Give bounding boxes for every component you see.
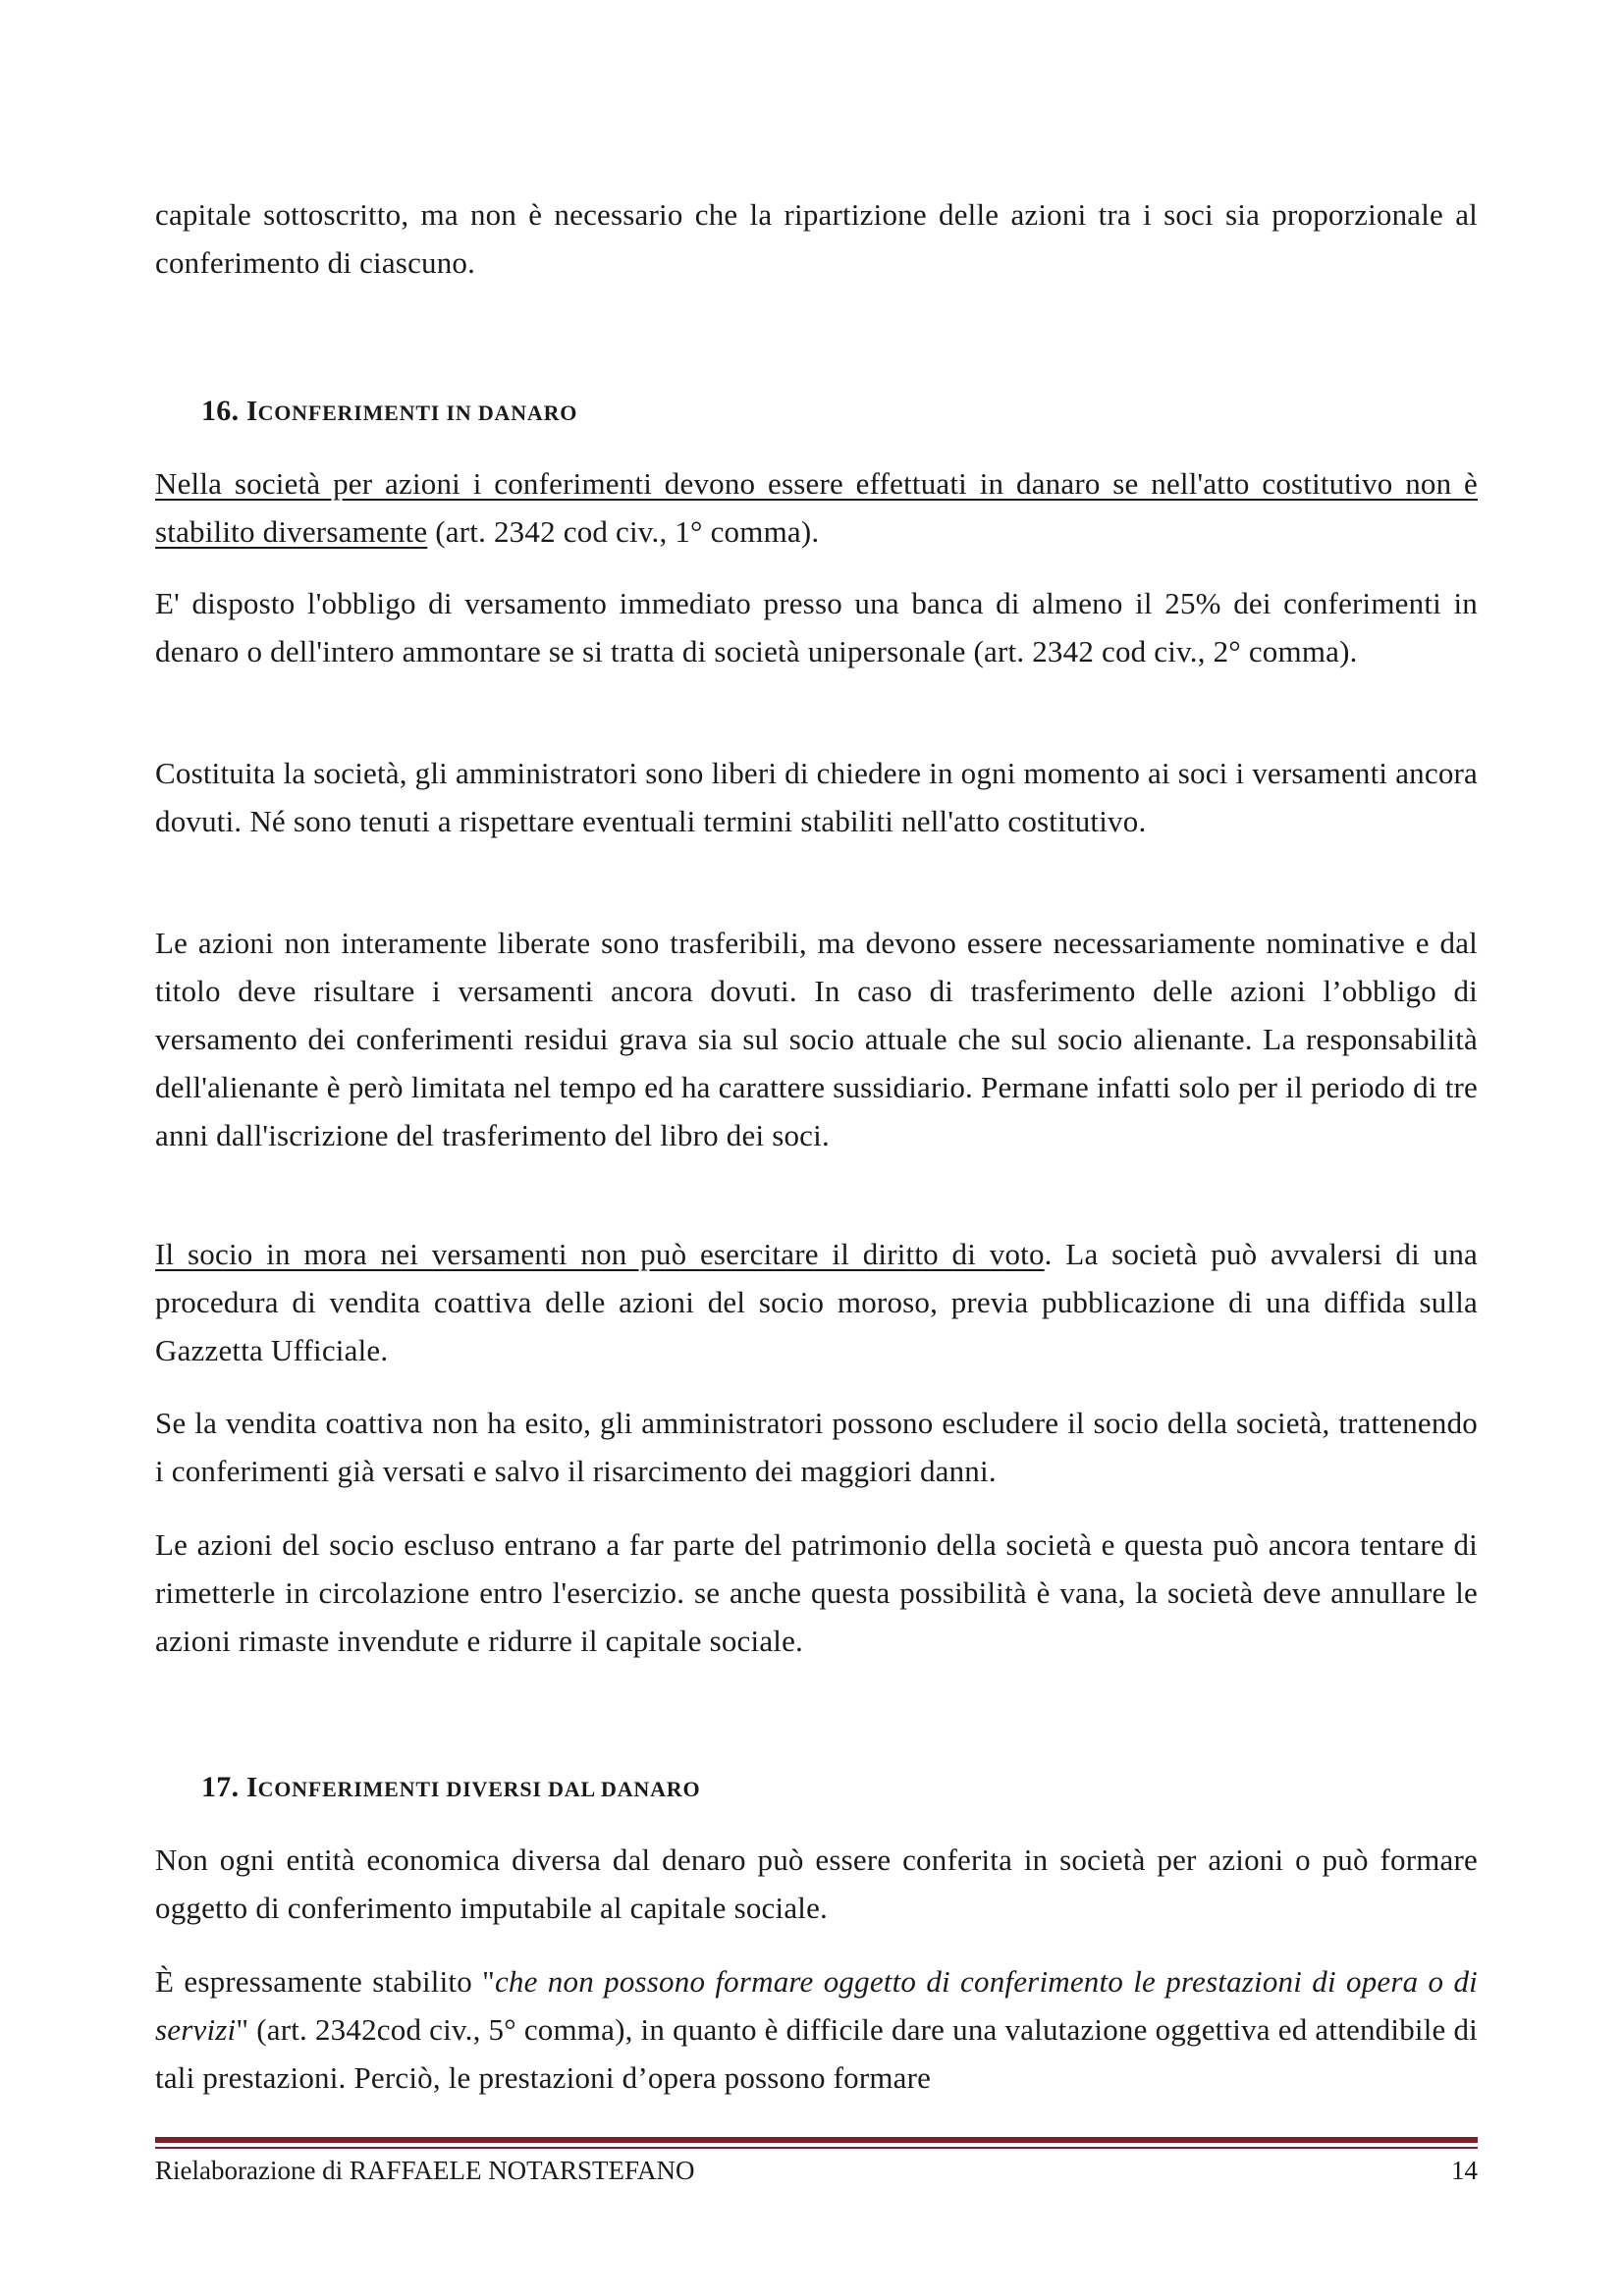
section-16-p5-block <box>155 1230 1478 1374</box>
section-16-paragraph-2: E' disposto l'obbligo di versamento immediato presso una banca di almeno il 25% dei conferimenti in denaro o dell'intero ammontare se si tratta di società unipersonale (art. 2342 cod civ., 2° comma). <box>155 586 1478 668</box>
section-16-p5-underlined: Il socio in mora nei versamenti non può esercitare il diritto di voto <box>155 1237 1045 1271</box>
section-16-paragraph-7: Le azioni del socio escluso entrano a far parte del patrimonio della società e questa può ancora tentare di rimetterle in circolazione entro l'esercizio. se anche questa possibilità è vana, la società deve annullare le azioni rimaste invendute e ridurre il capitale sociale. <box>155 1527 1478 1658</box>
section-17-p2-start: È espressamente stabilito " <box>155 1964 495 1999</box>
section-16-paragraph-4: Le azioni non interamente liberate sono trasferibili, ma devono essere necessariamente nominative e dal titolo deve risultare i versamenti ancora dovuti. In caso di trasferimento delle azioni l’obbligo di versamento dei conferimenti residui grava sia sul socio attuale che sul socio alienante. La responsabilità dell'alienante è però limitata nel tempo ed ha carattere sussidiario. Permane infatti solo per il periodo di tre anni dall'iscrizione del trasferimento del libro dei soci. <box>155 926 1478 1152</box>
footer-rule-thin <box>155 2147 1478 2149</box>
section-17-p2-block <box>155 1957 1478 2102</box>
section-16-p1-rest: (art. 2342 cod civ., 1° comma). <box>427 514 820 549</box>
section-16-paragraph-5 <box>155 1230 1478 1374</box>
section-16-p6-block <box>155 1399 1478 1495</box>
section-16-heading <box>201 395 577 428</box>
section-16-paragraph-1 <box>155 459 1478 556</box>
section-16-p3-block <box>155 749 1478 845</box>
section-17-heading <box>201 1771 700 1804</box>
page-number: 14 <box>1451 2156 1478 2185</box>
section-17-initial: I <box>245 1772 258 1803</box>
section-17-p2-rest: " (art. 2342cod civ., 5° comma), in quanto è difficile dare una valutazione oggettiva ed attendibile di tali prestazioni. Perciò, le prestazioni d’opera possono formare <box>155 2012 1478 2095</box>
section-16-number: 16. <box>201 395 240 427</box>
section-16-p1-block <box>155 459 1478 556</box>
section-16-paragraph-6: Se la vendita coattiva non ha esito, gli amministratori possono escludere il socio della società, trattenendo i conferimenti già versati e salvo il risarcimento dei maggiori danni. <box>155 1406 1478 1488</box>
section-16-title: CONFERIMENTI IN DANARO <box>257 400 578 425</box>
section-17-number: 17. <box>201 1771 240 1803</box>
section-17-title: CONFERIMENTI DIVERSI DAL DANARO <box>257 1777 701 1801</box>
section-17-paragraph-1: Non ogni entità economica diversa dal denaro può essere conferita in società per azioni o può formare oggetto di conferimento imputabile al capitale sociale. <box>155 1842 1478 1925</box>
intro-paragraph: capitale sottoscritto, ma non è necessario che la ripartizione delle azioni tra i soci sia proporzionale al conferimento di ciascuno. <box>155 197 1478 280</box>
intro-paragraph-block <box>155 190 1478 287</box>
footer-author: Rielaborazione di RAFFAELE NOTARSTEFANO <box>155 2156 695 2185</box>
section-17-p1-block <box>155 1836 1478 1932</box>
section-16-initial: I <box>245 396 258 427</box>
section-16-p5-rest: . La società può avvalersi di una procedura di vendita coattiva delle azioni del socio moroso, previa pubblicazione di una diffida sulla Gazzetta Ufficiale. <box>155 1237 1478 1367</box>
section-16-p7-block <box>155 1521 1478 1665</box>
section-17-p2-quote: che non possono formare oggetto di conferimento le prestazioni di opera o di servizi <box>155 1964 1478 2047</box>
section-16-p1-underlined: Nella società per azioni i conferimenti devono essere effettuati in danaro se nell'atto costitutivo non è stabilito diversamente <box>155 466 1478 549</box>
section-17-paragraph-2 <box>155 1957 1478 2102</box>
footer-rule-thick <box>155 2137 1478 2143</box>
section-16-p2-block <box>155 579 1478 675</box>
section-16-p4-block <box>155 919 1478 1159</box>
section-16-paragraph-3: Costituita la società, gli amministratori sono liberi di chiedere in ogni momento ai soci i versamenti ancora dovuti. Né sono tenuti a rispettare eventuali termini stabiliti nell'atto costitutivo. <box>155 756 1478 838</box>
